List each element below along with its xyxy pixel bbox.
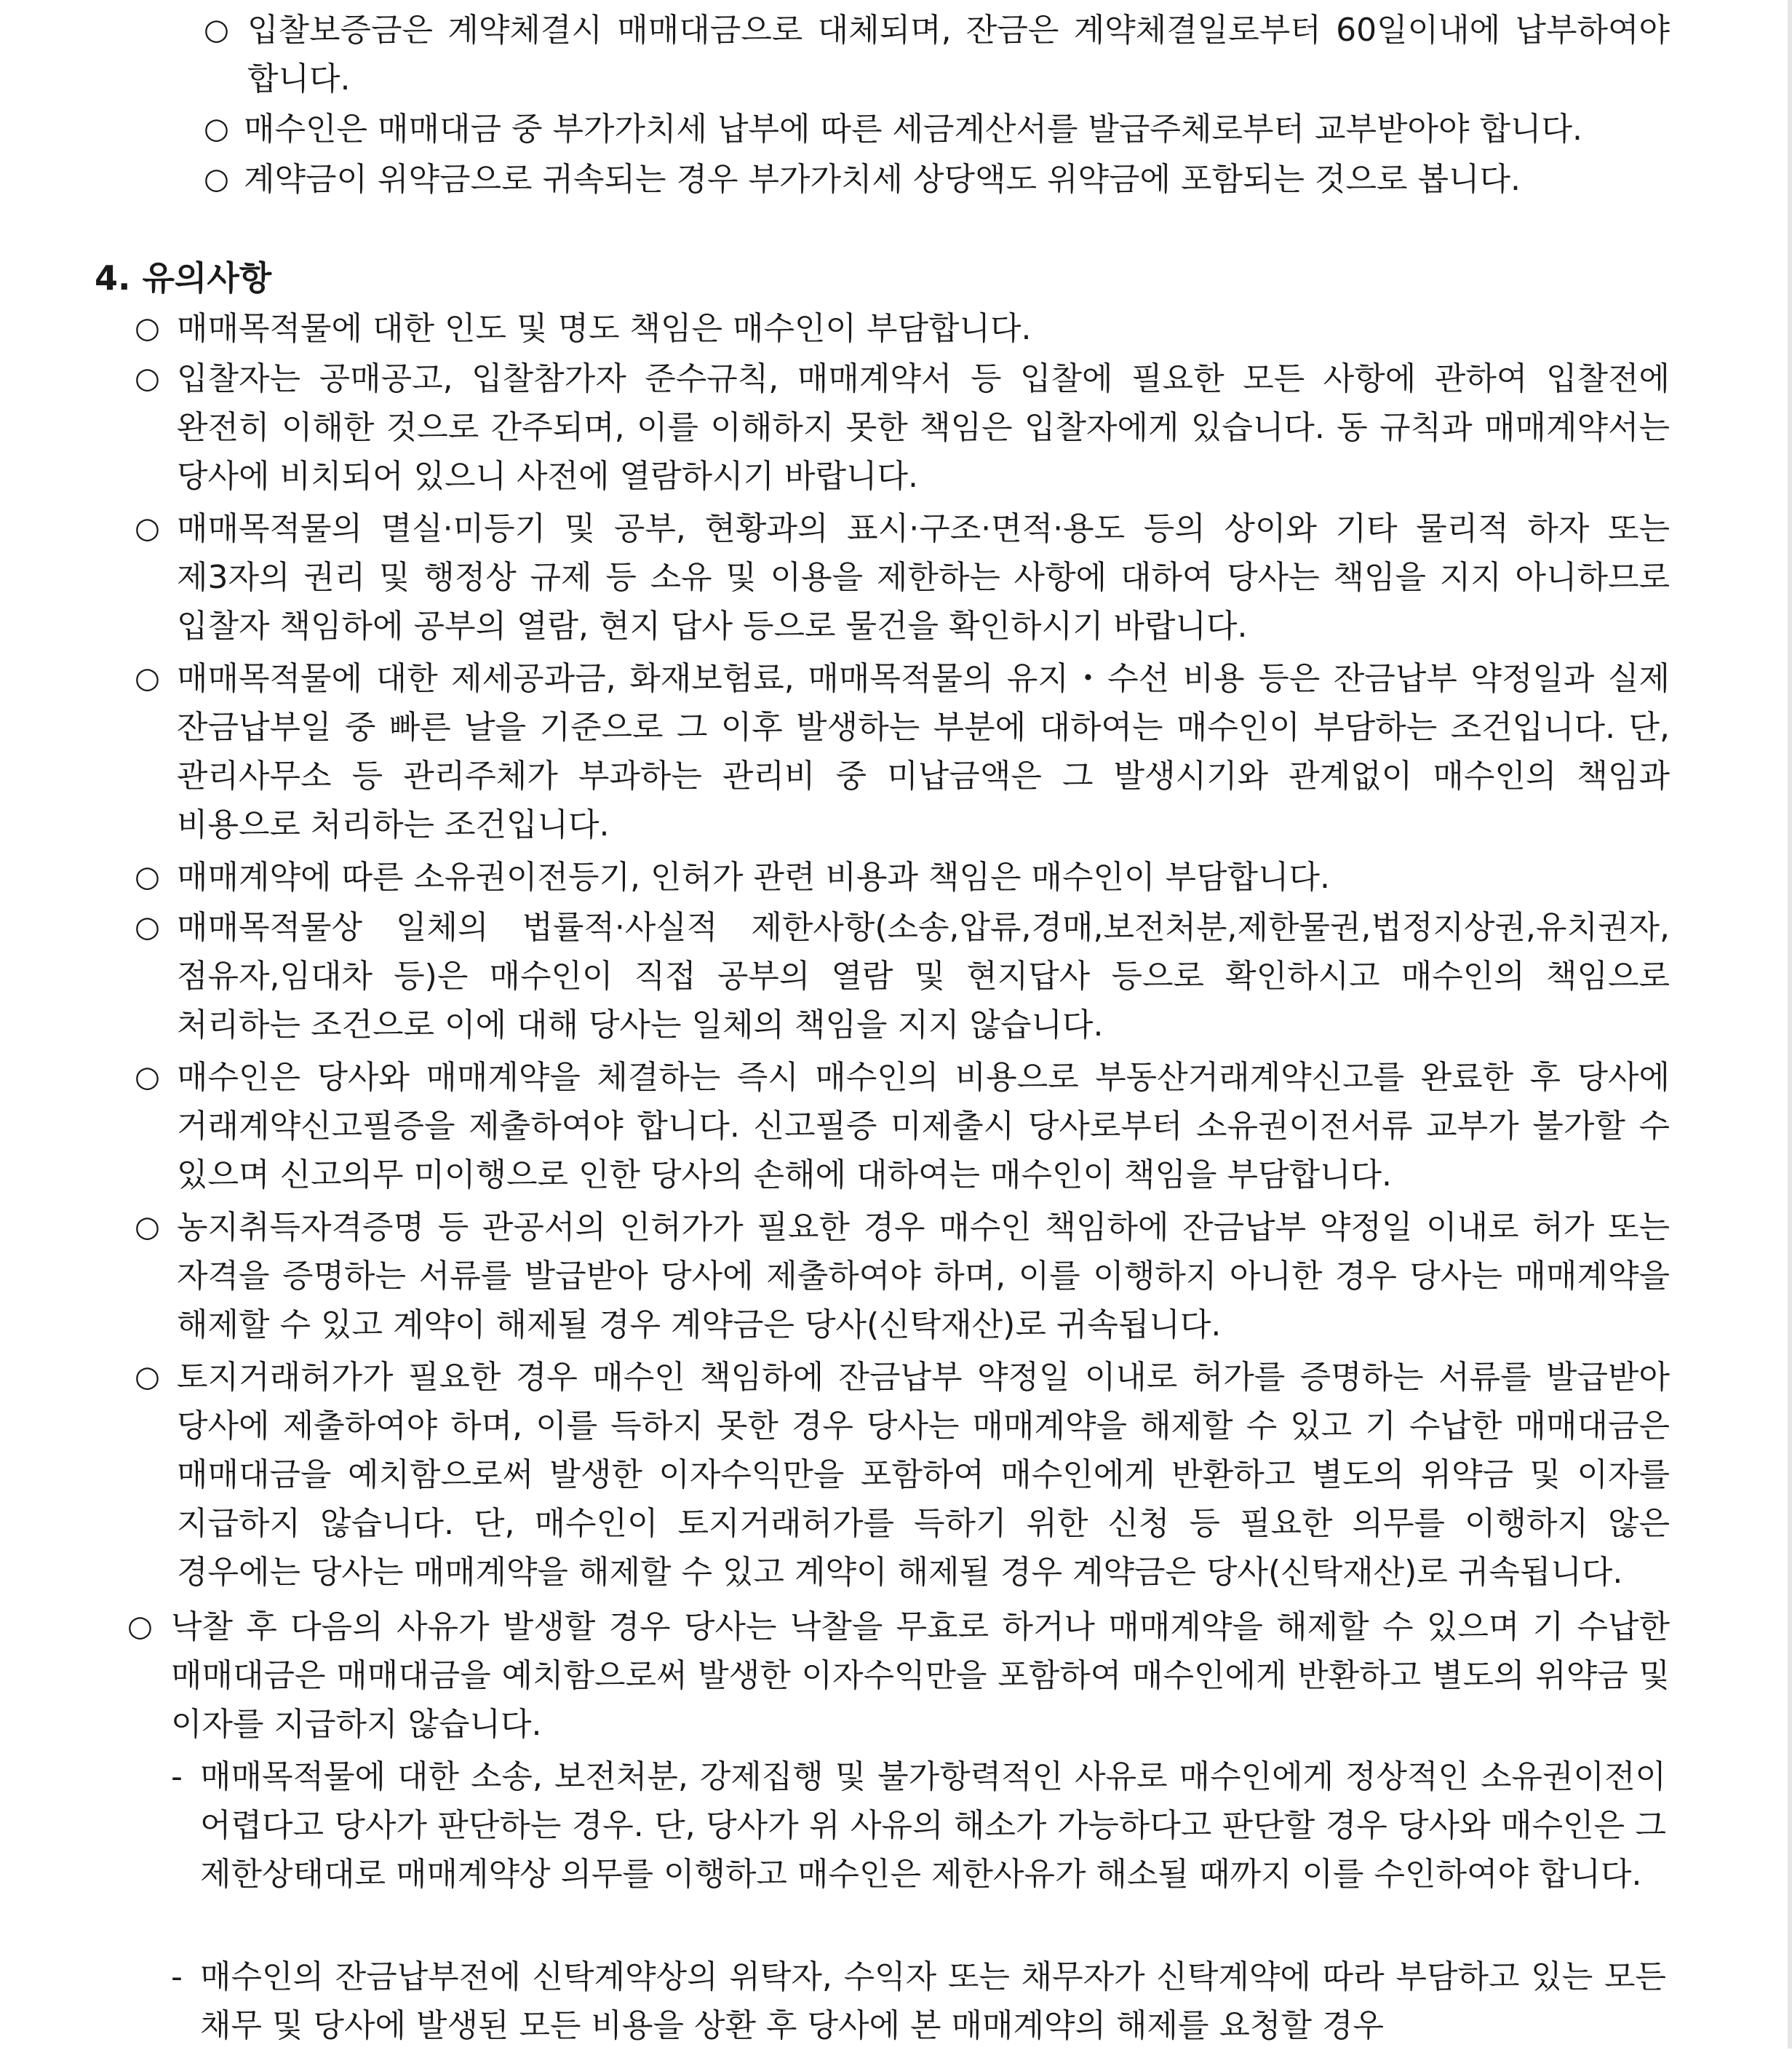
list-bullet: ○ [135,662,160,695]
list-item: 매매계약에 따른 소유권이전등기, 인허가 관련 비용과 책임은 매수인이 부담합니다. [177,859,1330,896]
list-bullet: ○ [135,910,160,944]
sub-list-item: 매매목적물에 대한 소송, 보전처분, 강제집행 및 불가항력적인 사유로 매수인에게 정상적인 소유권이전이 어렵다고 당사가 판단하는 경우. 단, 당사가 위 사유의 해소가 가능하다고 판단할 경우 당사와 매수인은 그 제한상태대로 매매계약상 의무를 이행하고 매수인은 제한사유가 해소될 때까지 이를 수인하여야 합니다. [200,1758,1666,1893]
list-bullet: ○ [135,1060,160,1094]
page-edge-shadow [1788,0,1792,2049]
list-item: 매매목적물에 대한 인도 및 명도 책임은 매수인이 부담합니다. [177,310,1032,347]
list-bullet: ○ [135,311,160,345]
list-item: 입찰자는 공매공고, 입찰참가자 준수규칙, 매매계약서 등 입찰에 필요한 모든 사항에 관하여 입찰전에 완전히 이해한 것으로 간주되며, 이를 이해하지 못한 책임은 입찰자에게 있습니다. 동 규칙과 매매계약서는 당사에 비치되어 있으니 사전에 열람하시기 바랍니다. [177,360,1670,495]
list-bullet: ○ [204,13,229,47]
list-item: 매매목적물에 대한 제세공과금, 화재보험료, 매매목적물의 유지・수선 비용 등은 잔금납부 약정일과 실제 잔금납부일 중 빠른 날을 기준으로 그 이후 발생하는 부분에 대하여는 매수인이 부담하는 조건입니다. 단, 관리사무소 등 관리주체가 부과하는 관리비 중 미납금액은 그 발생시기와 관계없이 매수인의 책임과 비용으로 처리하는 조건입니다. [177,660,1670,843]
list-item: 매매목적물의 멸실·미등기 및 공부, 현황과의 표시·구조·면적·용도 등의 상이와 기타 물리적 하자 또는 제3자의 권리 및 행정상 규제 등 소유 및 이용을 제한하는 사항에 대하여 당사는 책임을 지지 아니하므로 입찰자 책임하에 공부의 열람, 현지 답사 등으로 물건을 확인하시기 바랍니다. [177,510,1670,645]
list-bullet: ○ [135,1210,160,1244]
sub-list-dash: - [171,1758,183,1795]
list-item: 매수인은 매매대금 중 부가가치세 납부에 따른 세금계산서를 발급주체로부터 교부받아야 합니다. [244,111,1583,148]
list-item: 계약금이 위약금으로 귀속되는 경우 부가가치세 상당액도 위약금에 포함되는 것으로 봅니다. [244,161,1521,198]
list-bullet: ○ [135,860,160,894]
list-bullet: ○ [135,362,160,395]
sub-list-dash: - [171,1958,183,1995]
list-bullet: ○ [135,512,160,545]
list-bullet: ○ [127,1610,153,1643]
list-item: 낙찰 후 다음의 사유가 발생할 경우 당사는 낙찰을 무효로 하거나 매매계약을 해제할 수 있으며 기 수납한 매매대금은 매매대금을 예치함으로써 발생한 이자수익만을 포함하여 매수인에게 반환하고 별도의 위약금 및 이자를 지급하지 않습니다. [171,1608,1670,1743]
section-heading: 4. 유의사항 [95,258,272,298]
list-bullet: ○ [204,112,229,146]
list-item: 농지취득자격증명 등 관공서의 인허가가 필요한 경우 매수인 책임하에 잔금납부 약정일 이내로 허가 또는 자격을 증명하는 서류를 발급받아 당사에 제출하여야 하며, 이를 이행하지 아니한 경우 당사는 매매계약을 해제할 수 있고 계약이 해제될 경우 계약금은 당사(신탁재산)로 귀속됩니다. [177,1209,1670,1343]
sub-list-item: 매수인의 잔금납부전에 신탁계약상의 위탁자, 수익자 또는 채무자가 신탁계약에 따라 부담하고 있는 모든 채무 및 당사에 발생된 모든 비용을 상환 후 당사에 본 매매계약의 해제를 요청할 경우 [200,1958,1666,2044]
list-item: 매수인은 당사와 매매계약을 체결하는 즉시 매수인의 비용으로 부동산거래계약신고를 완료한 후 당사에 거래계약신고필증을 제출하여야 합니다. 신고필증 미제출시 당사로부터 소유권이전서류 교부가 불가할 수 있으며 신고의무 미이행으로 인한 당사의 손해에 대하여는 매수인이 책임을 부담합니다. [177,1059,1670,1193]
list-bullet: ○ [135,1360,160,1394]
list-item: 토지거래허가가 필요한 경우 매수인 책임하에 잔금납부 약정일 이내로 허가를 증명하는 서류를 발급받아 당사에 제출하여야 하며, 이를 득하지 못한 경우 당사는 매매계약을 해제할 수 있고 기 수납한 매매대금은 매매대금을 예치함으로써 발생한 이자수익만을 포함하여 매수인에게 반환하고 별도의 위약금 및 이자를 지급하지 않습니다. 단, 매수인이 토지거래허가를 득하기 위한 신청 등 필요한 의무를 이행하지 않은 경우에는 당사는 매매계약을 해제할 수 있고 계약이 해제될 경우 계약금은 당사(신탁재산)로 귀속됩니다. [177,1359,1670,1591]
list-item: 입찰보증금은 계약체결시 매매대금으로 대체되며, 잔금은 계약체결일로부터 60일이내에 납부하여야 합니다. [247,12,1670,98]
list-item: 매매목적물상 일체의 법률적·사실적 제한사항(소송,압류,경매,보전처분,제한물권,법정지상권,유치권자,점유자,임대차 등)은 매수인이 직접 공부의 열람 및 현지답사 등으로 확인하시고 매수인의 책임으로 처리하는 조건으로 이에 대해 당사는 일체의 책임을 지지 않습니다. [177,909,1670,1044]
list-bullet: ○ [204,162,229,196]
